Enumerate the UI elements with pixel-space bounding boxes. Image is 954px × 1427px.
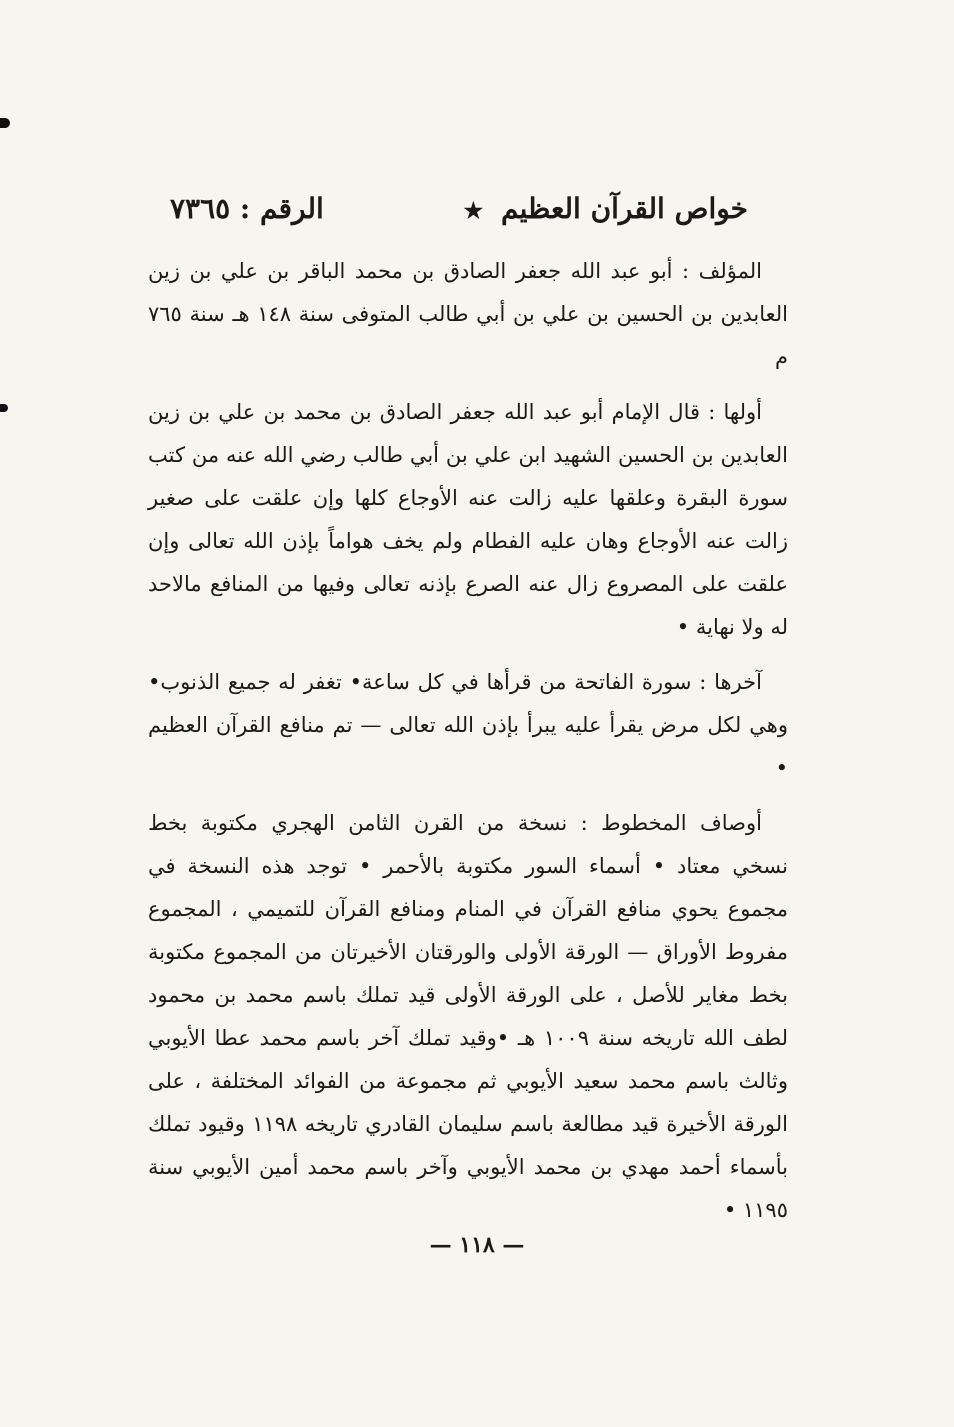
explicit-paragraph: آخرها : سورة الفاتحة من قرأها في كل ساعة• تغفر له جميع الذنوب• وهي لكل مرض يقرأ عليه يبرأ بإذن الله تعالى — تم منافع القرآن العظيم • <box>148 670 788 780</box>
manuscript-description-paragraph: أوصاف المخطوط : نسخة من القرن الثامن الهجري مكتوبة بخط نسخي معتاد • أسماء السور مكتوبة بالأحمر • توجد هذه النسخة في مجموع يحوي منافع القرآن في المنام ومنافع القرآن للتميمي ، المجموع مفروط الأوراق — الورقة الأولى والورقتان الأخيرتان من المجموع مكتوبة بخط مغاير للأصل ، على الورقة الأولى قيد تملك باسم محمد بن محمود لطف الله تاريخه سنة ١٠٠٩ هـ •وقيد تملك آخر باسم محمد عطا الأيوبي وثالث باسم محمد سعيد الأيوبي ثم مجموعة من الفوائد المختلفة ، على الورقة الأخيرة قيد مطالعة باسم سليمان القادري تاريخه ١١٩٨ وقيود تملك بأسماء أحمد مهدي بن محمد الأيوبي وآخر باسم محمد أمين الأيوبي سنة ١١٩٥ • <box>148 811 788 1222</box>
book-title: خواص القرآن العظيم <box>500 191 748 225</box>
star-icon: ★ <box>463 197 484 224</box>
author-paragraph: المؤلف : أبو عبد الله جعفر الصادق بن محمد الباقر بن علي بن زين العابدين بن الحسين بن علي بن أبي طالب المتوفى سنة ١٤٨ هـ سنة ٧٦٥ م <box>148 259 788 369</box>
catalog-number: الرقم : ٧٣٦٥ <box>170 191 324 225</box>
scan-edge-mark <box>0 404 8 412</box>
catalog-entry <box>148 250 788 1244</box>
page-header <box>170 186 748 230</box>
scan-edge-mark <box>0 118 10 128</box>
incipit-paragraph: أولها : قال الإمام أبو عبد الله جعفر الصادق بن محمد بن علي بن زين العابدين بن الحسين الشهيد ابن علي بن أبي طالب رضي الله عنه من كتب سورة البقرة وعلقها عليه زالت عنه الأوجاع كلها وإن علقت على صغير زالت عنه الأوجاع وهان عليه الفطام ولم يخف هواماً بإذن الله تعالى وإن علقت على المصروع زال عنه الصرع بإذنه تعالى وفيها من المنافع مالاحد له ولا نهاية • <box>148 400 788 639</box>
book-title-group <box>463 192 748 225</box>
page-number: — ١١٨ — <box>429 1232 525 1258</box>
